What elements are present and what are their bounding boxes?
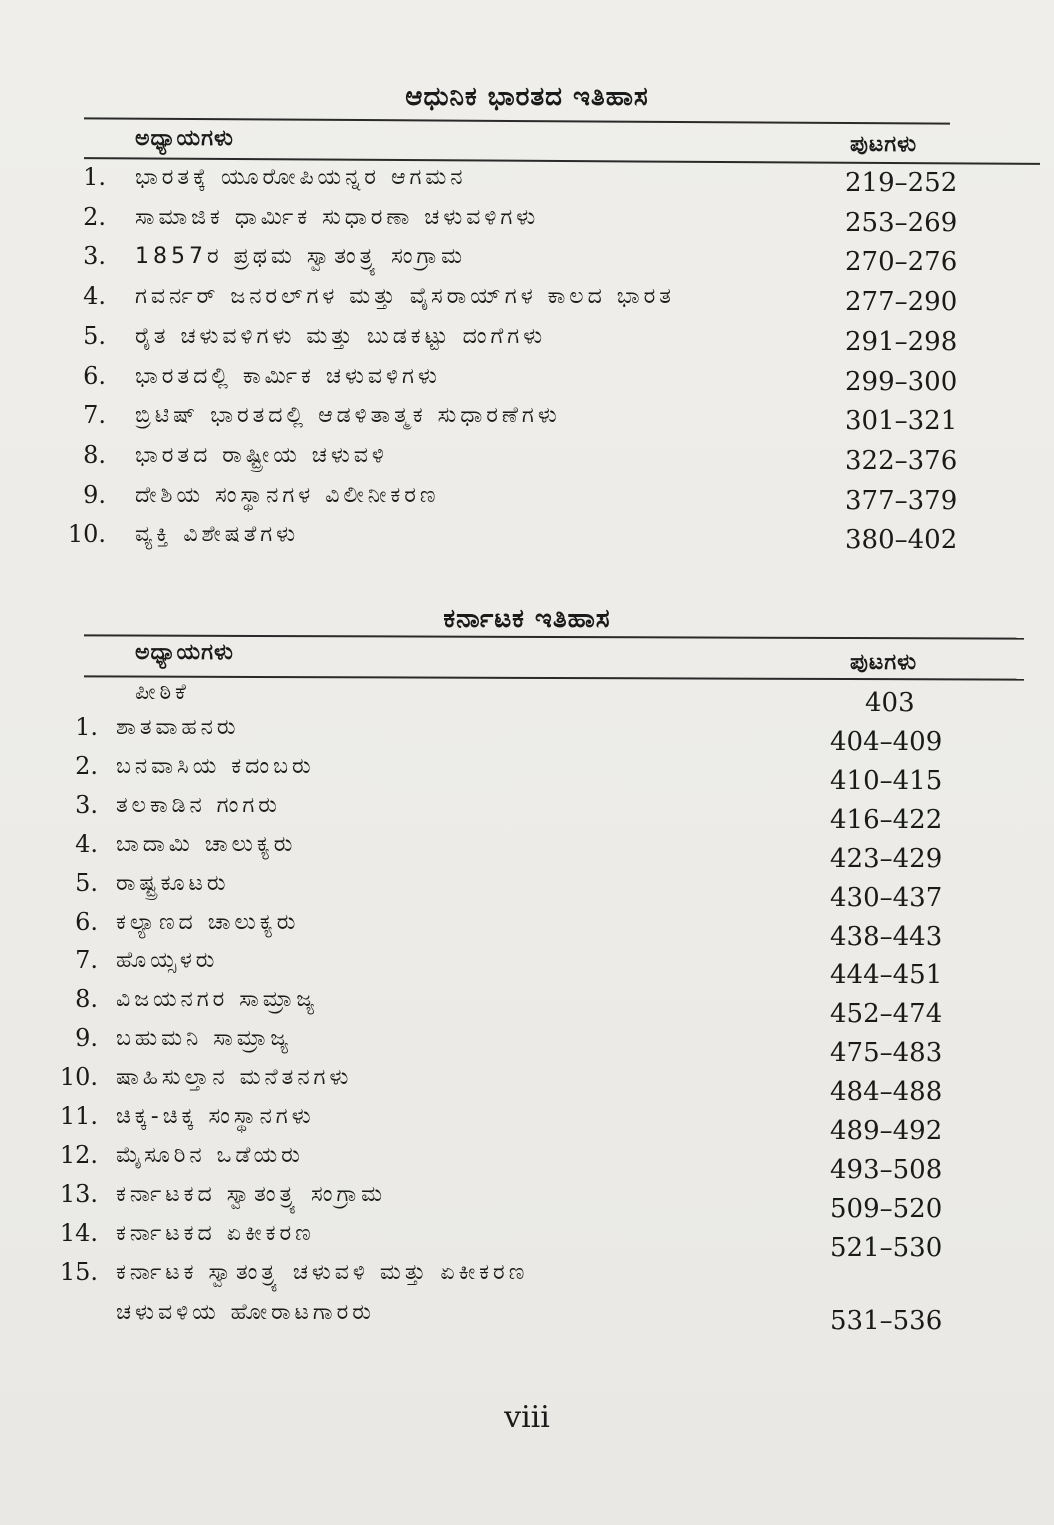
chapter-title: ಭಾರತದಲ್ಲಿ ಕಾರ್ಮಿಕ ಚಳುವಳಿಗಳು — [135, 363, 441, 389]
chapter-pages: 377–379 — [845, 485, 958, 516]
chapter-pages: 299–300 — [845, 366, 958, 397]
karnataka-chapter-row — [0, 790, 1054, 835]
karnataka-section-title: ಕರ್ನಾಟಕ ಇತಿಹಾಸ — [443, 604, 611, 634]
chapter-title: ಮೈಸೂರಿನ ಒಡೆಯರು — [116, 1142, 304, 1168]
chapter-title: ಭಾರತಕ್ಕೆ ಯೂರೋಪಿಯನ್ನರ ಆಗಮನ — [135, 165, 467, 190]
chapter-title-line2: ಚಳುವಳಿಯ ಹೋರಾಟಗಾರರು — [116, 1299, 375, 1325]
chapter-number: 6. — [83, 361, 106, 390]
karnataka-chapter-row — [0, 1024, 1054, 1069]
chapter-title: ಹೊಯ್ಸಳರು — [116, 948, 219, 974]
karnataka-chapter-row — [0, 1102, 1054, 1146]
chapter-title: ಬ್ರಿಟಿಷ್ ಭಾರತದಲ್ಲಿ ಆಡಳಿತಾತ್ಮಕ ಸುಧಾರಣೆಗಳು — [135, 403, 561, 429]
modern-chapter-row — [0, 242, 1054, 278]
modern-chapter-row — [0, 481, 1054, 517]
modern-chapter-row — [0, 441, 1054, 477]
modern-chapter-row — [0, 520, 1054, 556]
karnataka-chapter-row — [0, 751, 1054, 796]
chapter-number: 5. — [83, 321, 106, 350]
chapter-title: ವ್ಯಕ್ತಿ ವಿಶೇಷತೆಗಳು — [135, 522, 300, 548]
chapter-pages: 493–508 — [830, 1154, 943, 1185]
karnataka-chapter-row — [0, 1140, 1054, 1185]
chapter-title: ರೈತ ಚಳುವಳಿಗಳು ಮತ್ತು ಬುಡಕಟ್ಟು ದಂಗೆಗಳು — [135, 323, 547, 349]
chapter-pages: 301–321 — [845, 406, 958, 437]
chapter-number: 13. — [59, 1179, 98, 1208]
chapter-pages: 423–429 — [830, 843, 943, 874]
chapter-title: ಕರ್ನಾಟಕದ ಏಕೀಕರಣ — [116, 1220, 315, 1246]
chapter-title: ಬಹುಮನಿ ಸಾಮ್ರಾಜ್ಯ — [116, 1026, 293, 1052]
modern-chapter-row — [0, 163, 1054, 199]
chapter-pages: 489–492 — [830, 1116, 943, 1146]
karnataka-col-chapters: ಅಧ್ಯಾಯಗಳು — [135, 640, 234, 665]
chapter-pages: 484–488 — [830, 1077, 943, 1108]
chapter-number: 4. — [83, 282, 106, 311]
chapter-title: 1857ರ ಪ್ರಥಮ ಸ್ವಾತಂತ್ರ್ಯ ಸಂಗ್ರಾಮ — [135, 244, 467, 270]
chapter-number: 9. — [83, 480, 106, 509]
chapter-title: ವಿಜಯನಗರ ಸಾಮ್ರಾಜ್ಯ — [116, 987, 319, 1013]
page-number: viii — [504, 1400, 550, 1435]
chapter-number: 7. — [83, 401, 106, 430]
karnataka-chapter-row — [0, 907, 1054, 952]
chapter-number: 2. — [83, 202, 106, 231]
chapter-title: ಶಾತವಾಹನರು — [116, 715, 240, 740]
chapter-number: 8. — [75, 985, 98, 1014]
chapter-number: 2. — [75, 751, 98, 780]
chapter-pages: 277–290 — [845, 287, 958, 318]
chapter-number: 3. — [75, 790, 98, 819]
karnataka-chapter-row — [0, 946, 1054, 991]
chapter-title: ಭಾರತದ ರಾಷ್ಟ್ರೀಯ ಚಳುವಳಿ — [135, 442, 388, 468]
chapter-title: ಕಲ್ಯಾಣದ ಚಾಲುಕ್ಯರು — [116, 909, 300, 935]
chapter-number: 14. — [59, 1218, 98, 1247]
chapter-number: 9. — [75, 1024, 98, 1053]
intro-pages: 403 — [865, 688, 915, 718]
chapter-title: ಕರ್ನಾಟಕದ ಸ್ವಾತಂತ್ರ್ಯ ಸಂಗ್ರಾಮ — [116, 1181, 387, 1207]
karnataka-col-pages: ಪುಟಗಳು — [850, 650, 918, 675]
chapter-number: 8. — [83, 440, 106, 469]
chapter-title: ಬಾದಾಮಿ ಚಾಲುಕ್ಯರು — [116, 831, 297, 857]
chapter-title: ದೇಶಿಯ ಸಂಸ್ಥಾನಗಳ ವಿಲೀನೀಕರಣ — [135, 482, 440, 508]
chapter-pages: 430–437 — [830, 882, 943, 913]
chapter-pages: 438–443 — [830, 921, 943, 952]
chapter-number: 10. — [67, 520, 106, 549]
modern-col-chapters: ಅಧ್ಯಾಯಗಳು — [135, 126, 234, 151]
chapter-title: ರಾಷ್ಟ್ರಕೂಟರು — [116, 870, 230, 896]
chapter-pages: 410–415 — [830, 765, 943, 796]
chapter-number: 4. — [75, 829, 98, 858]
chapter-number: 1. — [75, 713, 98, 741]
chapter-pages: 444–451 — [830, 960, 943, 991]
karnataka-chapter-row — [0, 1218, 1054, 1263]
intro-title: ಪೀಠಿಕೆ — [135, 680, 190, 705]
karnataka-intro-row — [0, 680, 1054, 716]
karnataka-chapter-row — [0, 713, 1054, 757]
modern-chapter-row — [0, 282, 1054, 318]
chapter-pages: 291–298 — [845, 326, 958, 357]
karnataka-title-rule — [84, 634, 1024, 639]
chapter-number: 10. — [59, 1063, 98, 1092]
modern-chapter-row — [0, 203, 1054, 239]
chapter-title: ಚಿಕ್ಕ-ಚಿಕ್ಕ ಸಂಸ್ಥಾನಗಳು — [116, 1104, 315, 1129]
chapter-title: ಸಾಮಾಜಿಕ ಧಾರ್ಮಿಕ ಸುಧಾರಣಾ ಚಳುವಳಿಗಳು — [135, 204, 540, 230]
karnataka-chapter-row — [0, 1257, 1054, 1336]
chapter-title: ತಲಕಾಡಿನ ಗಂಗರು — [116, 792, 281, 818]
chapter-pages: 452–474 — [830, 999, 943, 1030]
chapter-number: 11. — [59, 1102, 98, 1130]
chapter-pages: 380–402 — [845, 525, 958, 556]
modern-col-pages: ಪುಟಗಳು — [850, 132, 918, 157]
karnataka-chapter-row — [0, 868, 1054, 913]
chapter-pages: 416–422 — [830, 804, 943, 835]
chapter-title: ಬನವಾಸಿಯ ಕದಂಬರು — [116, 753, 315, 779]
modern-chapter-row — [0, 401, 1054, 437]
chapter-number: 7. — [75, 946, 98, 975]
chapter-number: 12. — [59, 1140, 98, 1169]
modern-section-title: ಆಧುನಿಕ ಭಾರತದ ಇತಿಹಾಸ — [405, 82, 649, 112]
chapter-number: 1. — [83, 163, 106, 191]
chapter-pages: 509–520 — [830, 1193, 943, 1224]
karnataka-chapter-row — [0, 1179, 1054, 1224]
chapter-pages: 253–269 — [845, 207, 958, 238]
karnataka-chapter-row — [0, 985, 1054, 1030]
chapter-title: ಗವರ್ನರ್ ಜನರಲ್‌ಗಳ ಮತ್ತು ವೈಸರಾಯ್‌ಗಳ ಕಾಲದ ಭಾರತ — [135, 284, 675, 310]
chapter-pages: 531–536 — [830, 1305, 943, 1336]
modern-title-rule — [84, 117, 950, 124]
modern-chapter-row — [0, 362, 1054, 398]
karnataka-chapter-row — [0, 829, 1054, 874]
chapter-number: 3. — [83, 242, 106, 271]
chapter-pages: 521–530 — [830, 1232, 943, 1263]
chapter-number: 5. — [75, 868, 98, 897]
modern-chapter-row — [0, 322, 1054, 358]
chapter-title: ಷಾಹಿಸುಲ್ತಾನ ಮನೆತನಗಳು — [116, 1065, 353, 1091]
chapter-pages: 322–376 — [845, 445, 958, 476]
chapter-pages: 270–276 — [845, 247, 958, 278]
chapter-title: ಕರ್ನಾಟಕ ಸ್ವಾತಂತ್ರ್ಯ ಚಳುವಳಿ ಮತ್ತು ಏಕೀಕರಣ — [116, 1259, 529, 1285]
karnataka-chapter-row — [0, 1063, 1054, 1108]
chapter-pages: 219–252 — [845, 168, 958, 198]
chapter-pages: 404–409 — [830, 727, 943, 757]
chapter-pages: 475–483 — [830, 1038, 943, 1069]
chapter-number: 6. — [75, 907, 98, 936]
chapter-number: 15. — [59, 1257, 98, 1286]
